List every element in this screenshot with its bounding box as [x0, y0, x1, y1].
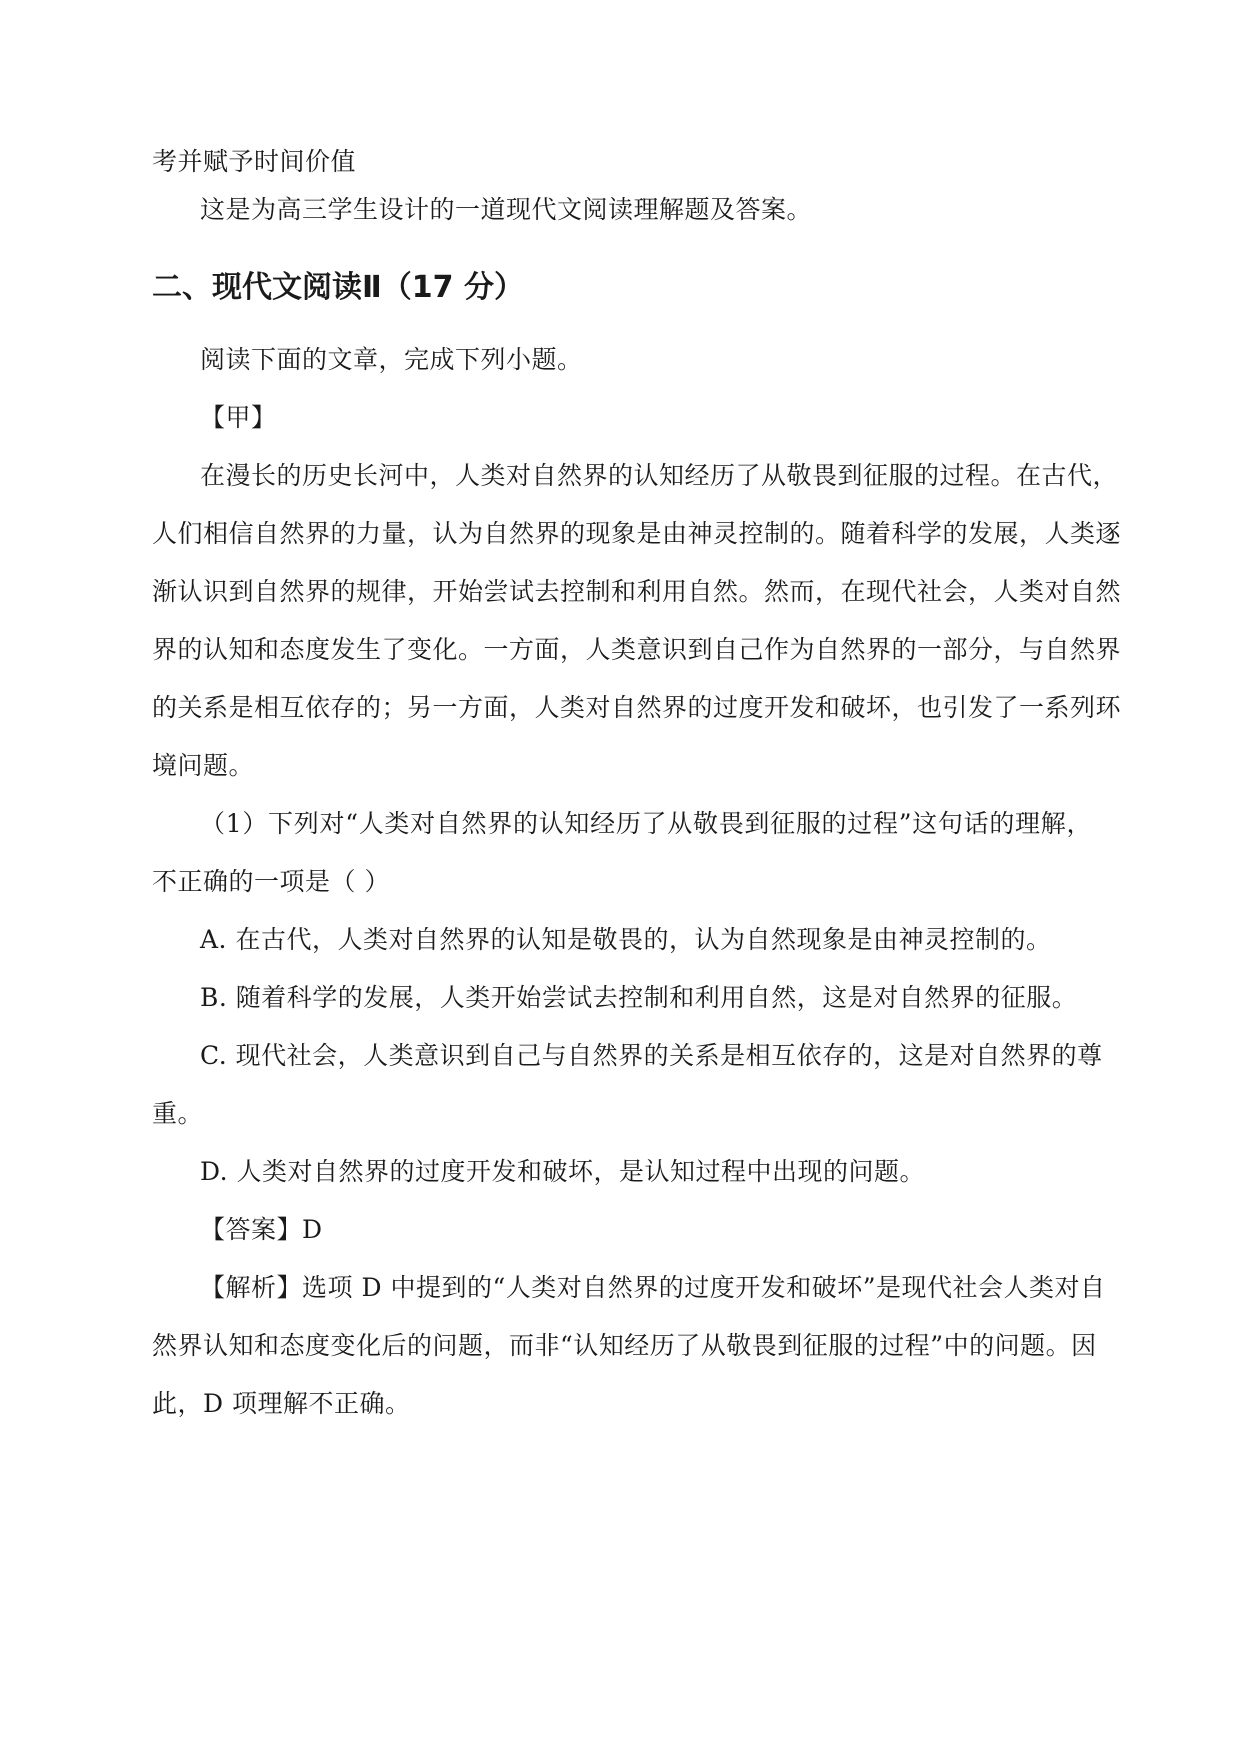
question-line: （1）下列对“人类对自然界的认知经历了从敬畏到征服的过程”这句话的理解，	[200, 809, 1092, 838]
instruction-text: 阅读下面的文章，完成下列小题。	[200, 345, 583, 374]
passage-line: 境问题。	[152, 751, 255, 780]
passage-label: 【甲】	[200, 403, 277, 432]
answer-text: 【答案】D	[200, 1215, 323, 1244]
option-d: D. 人类对自然界的过度开发和破坏，是认知过程中出现的问题。	[200, 1157, 926, 1186]
top-fragment-text: 考并赋予时间价值	[152, 147, 357, 176]
passage-line: 的关系是相互依存的；另一方面，人类对自然界的过度开发和破坏，也引发了一系列环	[152, 693, 1122, 722]
question-line: 不正确的一项是（ ）	[152, 867, 390, 896]
section-title: 二、现代文阅读Ⅱ（17 分）	[152, 270, 524, 305]
passage-line: 在漫长的历史长河中，人类对自然界的认知经历了从敬畏到征服的过程。在古代，	[200, 461, 1119, 490]
option-b: B. 随着科学的发展，人类开始尝试去控制和利用自然，这是对自然界的征服。	[200, 983, 1078, 1012]
passage-line: 人们相信自然界的力量，认为自然界的现象是由神灵控制的。随着科学的发展，人类逐	[152, 519, 1122, 548]
option-a: A. 在古代，人类对自然界的认知是敬畏的，认为自然现象是由神灵控制的。	[200, 925, 1052, 954]
option-c: C. 现代社会，人类意识到自己与自然界的关系是相互依存的，这是对自然界的尊	[200, 1041, 1103, 1070]
intro-note: 这是为高三学生设计的一道现代文阅读理解题及答案。	[200, 195, 813, 224]
passage-line: 渐认识到自然界的规律，开始尝试去控制和利用自然。然而，在现代社会，人类对自然	[152, 577, 1122, 606]
analysis-line: 此，D 项理解不正确。	[152, 1389, 411, 1418]
analysis-line: 【解析】选项 D 中提到的“人类对自然界的过度开发和破坏”是现代社会人类对自	[200, 1273, 1106, 1302]
option-c-continued: 重。	[152, 1099, 204, 1128]
passage-line: 界的认知和态度发生了变化。一方面，人类意识到自己作为自然界的一部分，与自然界	[152, 635, 1122, 664]
analysis-line: 然界认知和态度变化后的问题，而非“认知经历了从敬畏到征服的过程”中的问题。因	[152, 1331, 1097, 1360]
